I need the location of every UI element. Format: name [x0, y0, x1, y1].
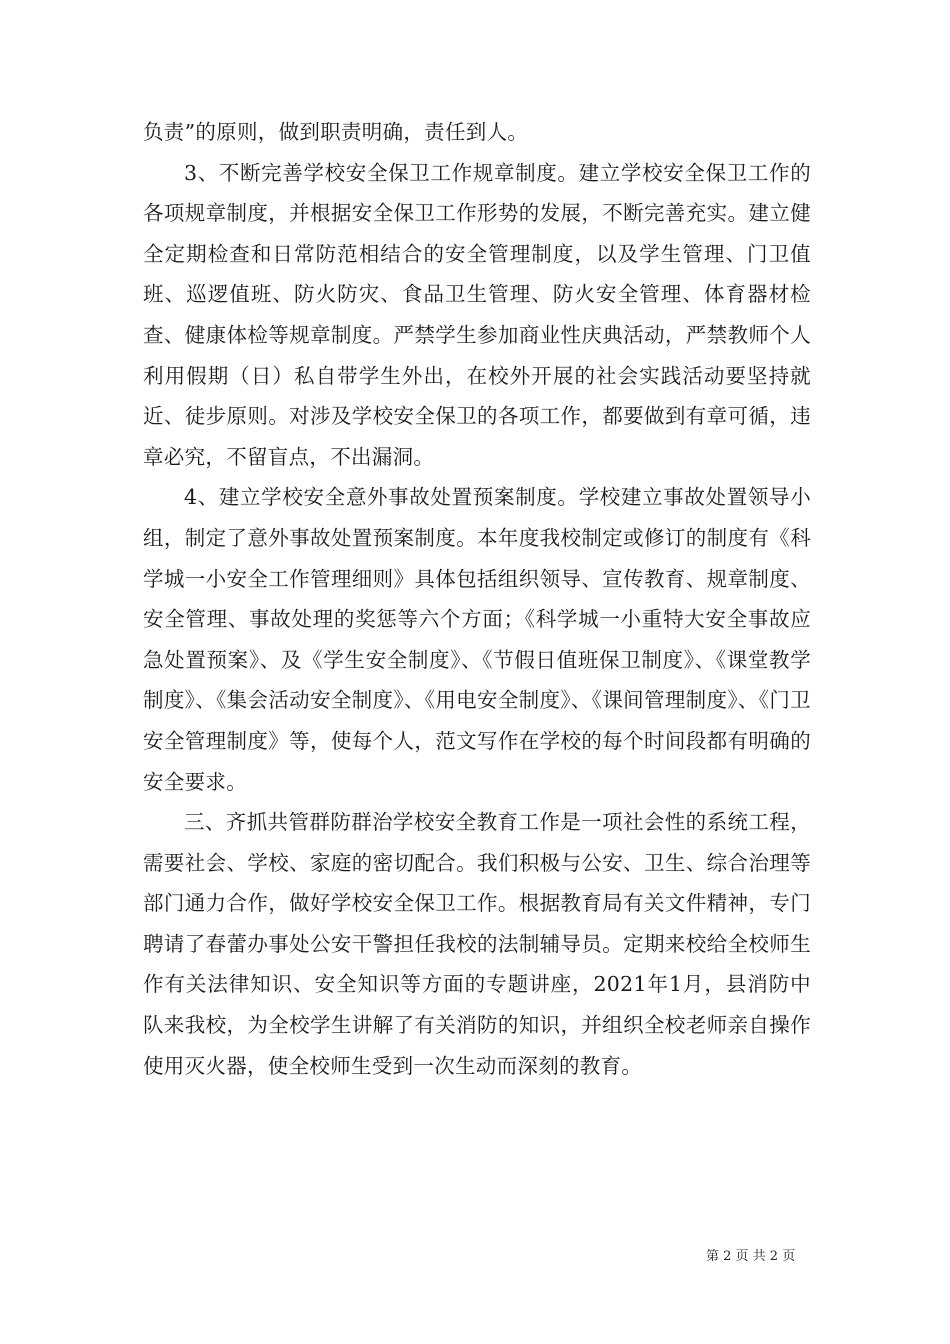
page-number-footer: 第 2 页 共 2 页 [706, 1249, 796, 1264]
paragraph-regulations: 3、不断完善学校安全保卫工作规章制度。建立学校安全保卫工作的各项规章制度，并根据安全保卫工作形势的发展，不断完善充实。建立健全定期检查和日常防范相结合的安全管理制度，以及学生管理、门卫值班、巡逻值班、防火防灾、食品卫生管理、防火安全管理、体育器材检查、健康体检等规章制度。严禁学生参加商业性庆典活动，严禁教师个人利用假期（日）私自带学生外出，在校外开展的社会实践活动要坚持就近、徒步原则。对涉及学校安全保卫的各项工作，都要做到有章可循，违章必究，不留盲点，不出漏洞。 [143, 160, 811, 469]
paragraph-continuation: 负责”的原则，做到职责明确，责任到人。 [143, 120, 529, 144]
paragraph-emergency-plan: 4、建立学校安全意外事故处置预案制度。学校建立事故处置领导小组，制定了意外事故处置预案制度。本年度我校制定或修订的制度有《科学城一小安全工作管理细则》具体包括组织领导、宣传教育、规章制度、安全管理、事故处理的奖惩等六个方面；《科学城一小重特大安全事故应急处置预案》、及《学生安全制度》、《节假日值班保卫制度》、《课堂教学制度》、《集会活动安全制度》、《用电安全制度》、《课间管理制度》、《门卫安全管理制度》等，使每个人，范文写作在学校的每个时间段都有明确的安全要求。 [143, 485, 811, 794]
paragraph-joint-management: 三、齐抓共管群防群治学校安全教育工作是一项社会性的系统工程，需要社会、学校、家庭的密切配合。我们积极与公安、卫生、综合治理等部门通力合作，做好学校安全保卫工作。根据教育局有关文件精神，专门聘请了春蕾办事处公安干警担任我校的法制辅导员。定期来校给全校师生作有关法律知识、安全知识等方面的专题讲座，2021年1月，县消防中队来我校，为全校学生讲解了有关消防的知识，并组织全校老师亲自操作使用灭火器，使全校师生受到一次生动而深刻的教育。 [143, 810, 811, 1078]
document-body [143, 112, 811, 1086]
